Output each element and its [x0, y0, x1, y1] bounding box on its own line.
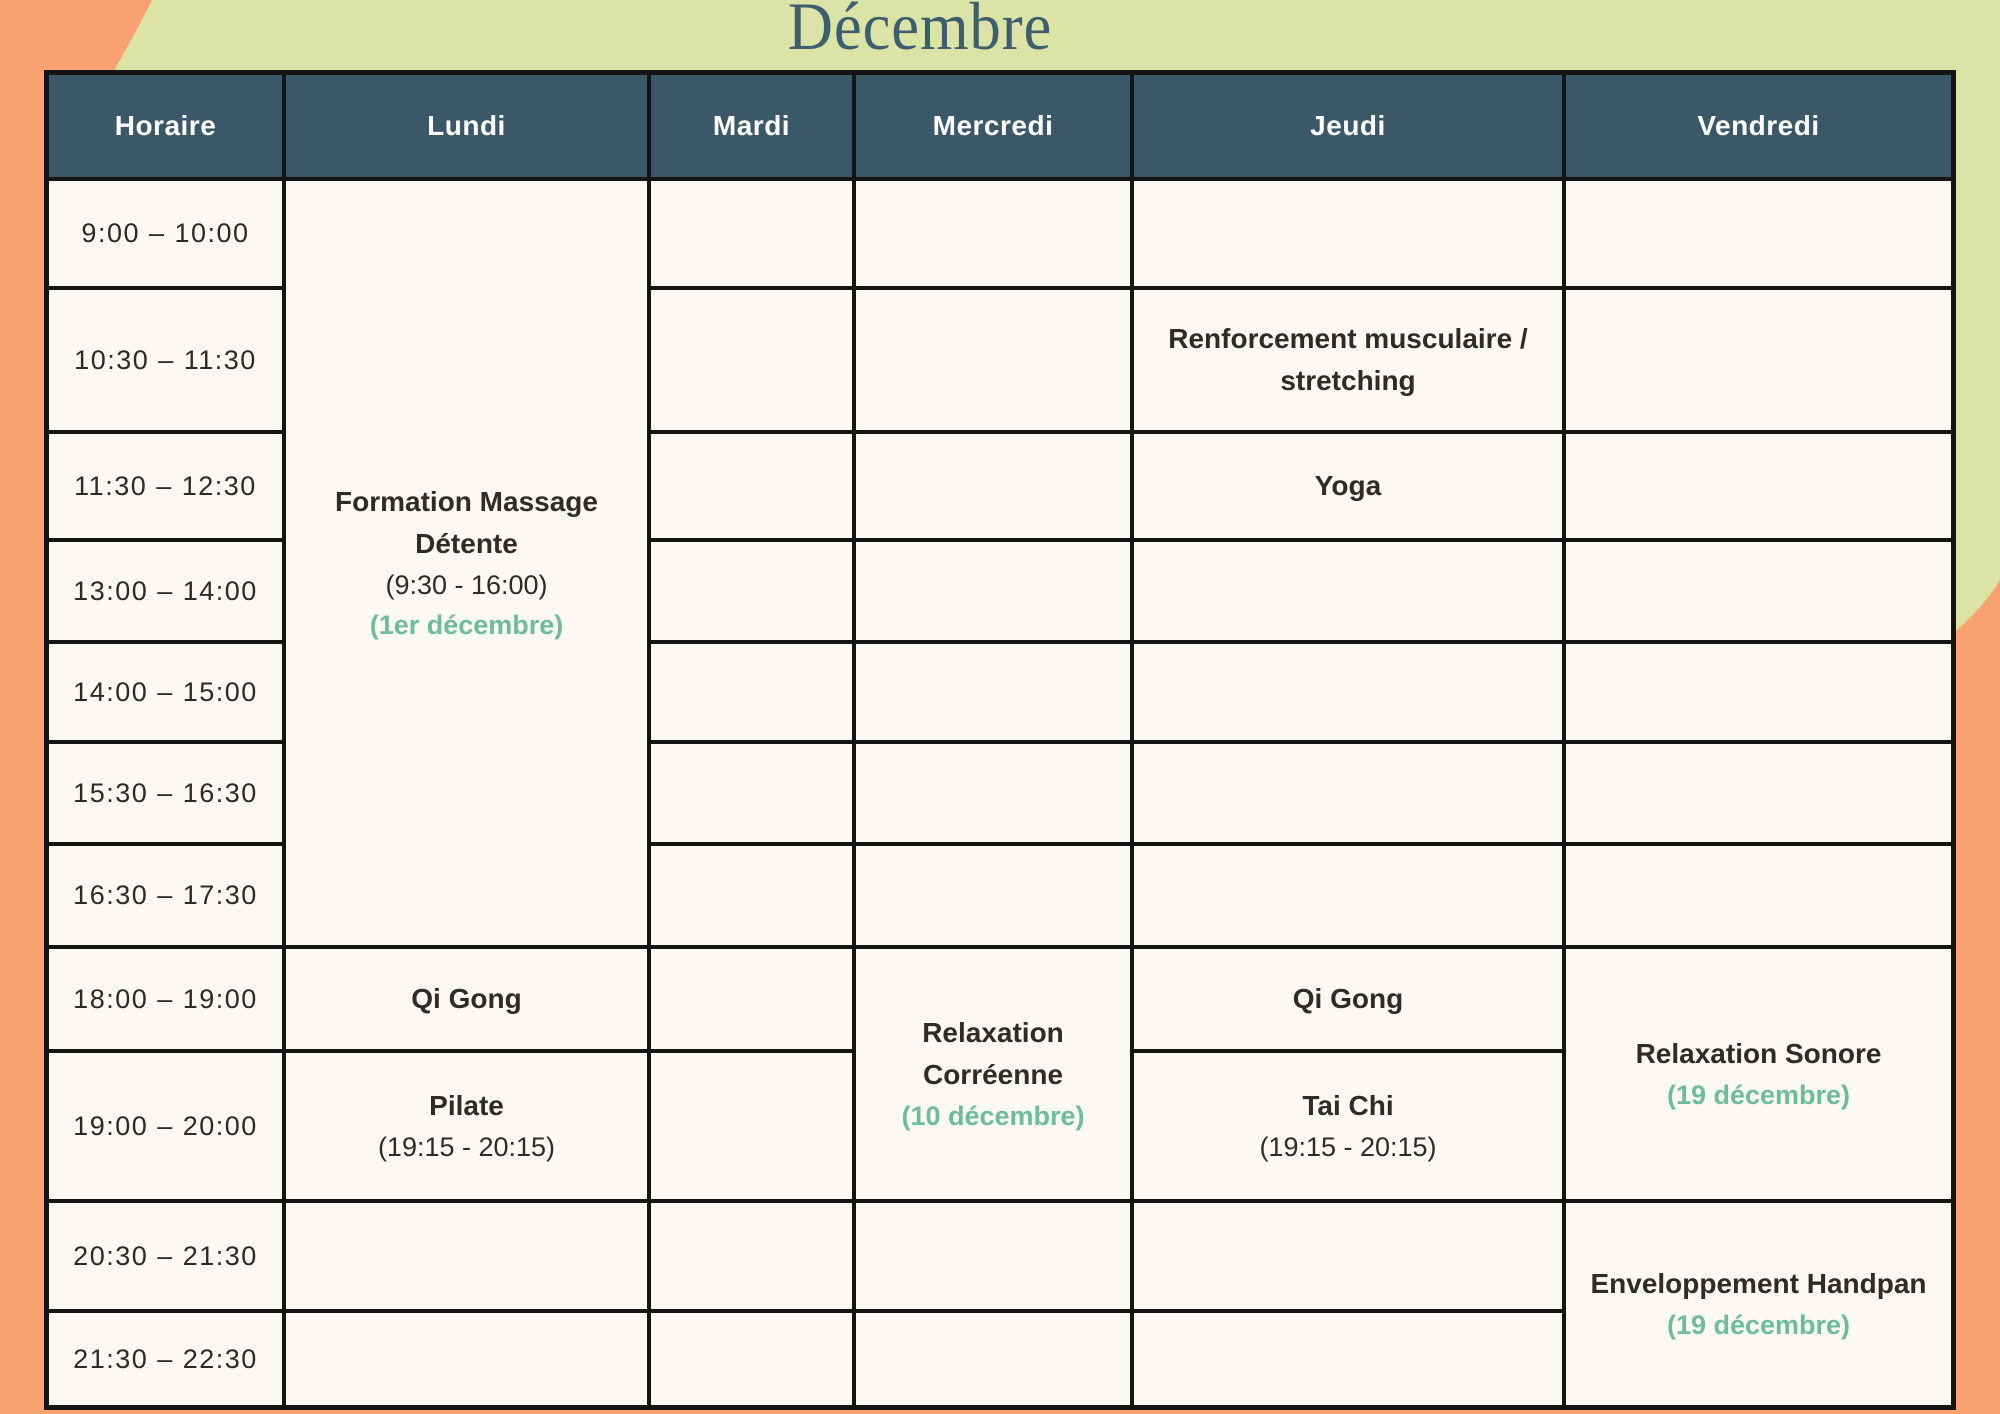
header-label: Mardi	[712, 110, 791, 141]
event-date: (19 décembre)	[1666, 1309, 1851, 1340]
time-slot: 10:30 – 11:30	[49, 290, 282, 430]
time-slot: 13:00 – 14:00	[49, 542, 282, 640]
empty-cell	[651, 1313, 852, 1405]
event-qi-gong-lundi	[286, 949, 647, 1049]
event-renforcement-musculaire	[1134, 290, 1562, 430]
event-relaxation-sonore	[1566, 949, 1951, 1199]
event-pilate	[286, 1053, 647, 1199]
header-label: Mercredi	[932, 110, 1054, 141]
empty-cell	[1566, 434, 1951, 538]
empty-cell	[1134, 846, 1562, 945]
time-slot: 19:00 – 20:00	[49, 1053, 282, 1199]
empty-cell	[1566, 744, 1951, 842]
header-label: Jeudi	[1310, 110, 1386, 141]
event-title: Qi Gong	[411, 983, 522, 1014]
event-yoga	[1134, 434, 1562, 538]
empty-cell	[651, 1053, 852, 1199]
event-time: (19:15 - 20:15)	[377, 1131, 556, 1162]
empty-cell	[1566, 290, 1951, 430]
empty-cell	[651, 949, 852, 1049]
time-slot: 18:00 – 19:00	[49, 949, 282, 1049]
column-header-vendredi	[1566, 75, 1951, 177]
event-title: Relaxation Sonore	[1635, 1037, 1882, 1069]
empty-cell	[856, 644, 1130, 740]
empty-cell	[286, 1203, 647, 1309]
event-title: Tai Chi	[1302, 1089, 1394, 1121]
event-date: (10 décembre)	[901, 1100, 1085, 1131]
empty-cell	[856, 290, 1130, 430]
event-formation-massage-detente	[286, 181, 647, 945]
empty-cell	[856, 846, 1130, 945]
column-header-horaire	[49, 75, 282, 177]
empty-cell	[286, 1313, 647, 1405]
empty-cell	[651, 644, 852, 740]
time-slot: 15:30 – 16:30	[49, 744, 282, 842]
time-slot: 21:30 – 22:30	[49, 1313, 282, 1405]
event-title: Enveloppement Handpan	[1590, 1267, 1927, 1299]
event-time: (19:15 - 20:15)	[1259, 1131, 1437, 1162]
event-title: Yoga	[1314, 470, 1382, 501]
header-label: Vendredi	[1697, 110, 1820, 141]
time-slot: 14:00 – 15:00	[49, 644, 282, 740]
schedule-table	[44, 70, 1956, 1410]
empty-cell	[856, 434, 1130, 538]
empty-cell	[1134, 1313, 1562, 1405]
event-title: Relaxation Corréenne	[922, 1016, 1064, 1090]
event-tai-chi	[1134, 1053, 1562, 1199]
empty-cell	[651, 744, 852, 842]
column-header-jeudi	[1134, 75, 1562, 177]
empty-cell	[856, 1203, 1130, 1309]
empty-cell	[1134, 744, 1562, 842]
event-time: (9:30 - 16:00)	[385, 569, 548, 600]
empty-cell	[651, 290, 852, 430]
event-title: Pilate	[429, 1089, 504, 1121]
page-title: Décembre	[787, 0, 1053, 64]
event-relaxation-correenne	[856, 949, 1130, 1199]
empty-cell	[1566, 181, 1951, 286]
time-slot: 11:30 – 12:30	[49, 434, 282, 538]
time-slot: 16:30 – 17:30	[49, 846, 282, 945]
empty-cell	[856, 542, 1130, 640]
empty-cell	[1134, 1203, 1562, 1309]
column-header-lundi	[286, 75, 647, 177]
empty-cell	[1566, 644, 1951, 740]
empty-cell	[651, 434, 852, 538]
empty-cell	[856, 744, 1130, 842]
event-date: (19 décembre)	[1666, 1079, 1851, 1110]
empty-cell	[651, 1203, 852, 1309]
empty-cell	[1134, 644, 1562, 740]
empty-cell	[1566, 846, 1951, 945]
event-qi-gong-jeudi	[1134, 949, 1562, 1049]
time-slot: 20:30 – 21:30	[49, 1203, 282, 1309]
empty-cell	[856, 181, 1130, 286]
header-label: Horaire	[114, 110, 217, 141]
empty-cell	[651, 846, 852, 945]
event-title: Formation Massage Détente	[335, 485, 598, 559]
event-title: Renforcement musculaire / stretching	[1168, 323, 1528, 396]
empty-cell	[1566, 542, 1951, 640]
empty-cell	[651, 181, 852, 286]
column-header-mardi	[651, 75, 852, 177]
column-header-mercredi	[856, 75, 1130, 177]
empty-cell	[651, 542, 852, 640]
header-label: Lundi	[427, 110, 506, 141]
event-enveloppement-handpan	[1566, 1203, 1951, 1405]
empty-cell	[1134, 542, 1562, 640]
event-title: Qi Gong	[1292, 983, 1404, 1014]
event-date: (1er décembre)	[369, 610, 564, 640]
time-slot: 9:00 – 10:00	[49, 181, 282, 286]
empty-cell	[1134, 181, 1562, 286]
empty-cell	[856, 1313, 1130, 1405]
